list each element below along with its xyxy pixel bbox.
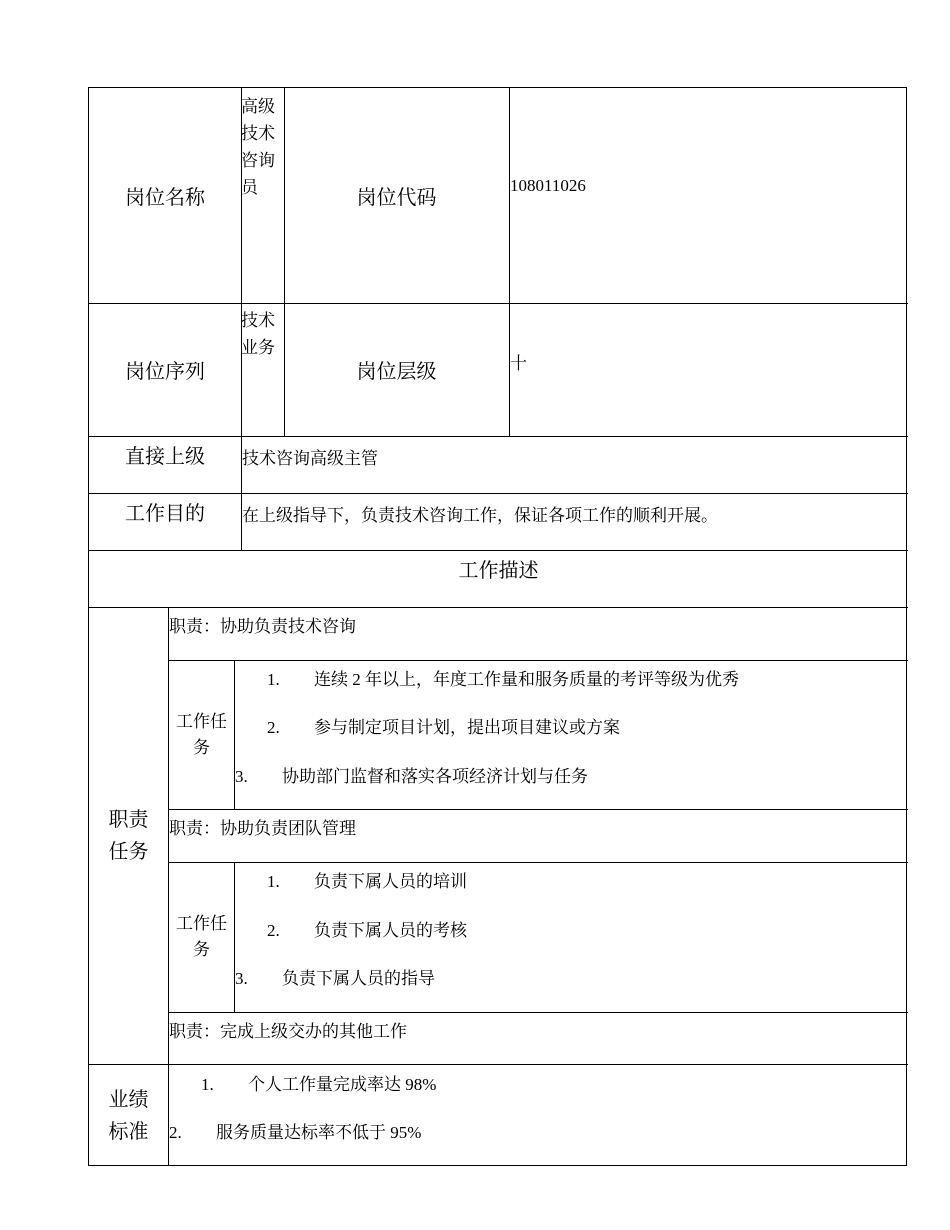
task-item: 3. 负责下属人员的指导 [235,969,435,988]
performance-item: 1. 个人工作量完成率达 98% [201,1075,437,1094]
superior-label: 直接上级 [125,445,205,468]
post-series-label: 岗位序列 [125,361,205,383]
task-item: 2. 参与制定项目计划，提出项目建议或方案 [267,718,620,737]
row-divider [89,1064,908,1065]
task-item: 2. 负责下属人员的考核 [267,921,467,940]
task-label: 工作任务 [176,711,227,757]
purpose-value: 在上级指导下，负责技术咨询工作，保证各项工作的顺利开展。 [242,506,718,525]
post-name-value: 高级技术咨询员 [241,97,275,197]
row-divider [168,1012,908,1013]
post-code-value: 108011026 [510,176,586,195]
superior-value: 技术咨询高级主管 [242,449,378,468]
post-level-value: 十 [510,354,527,373]
row-divider [168,809,908,810]
purpose-label: 工作目的 [125,502,205,525]
performance-label: 业绩标准 [108,1088,149,1143]
job-description-table [88,87,907,1166]
section-title: 工作描述 [458,559,539,582]
col-divider [234,862,235,1012]
post-level-label: 岗位层级 [356,361,437,383]
post-series-value: 技术业务 [241,311,275,357]
task-item: 1. 连续 2 年以上，年度工作量和服务质量的考评等级为优秀 [267,670,739,689]
duty-title: 职责：协助负责团队管理 [169,819,356,838]
duty-title: 职责：协助负责技术咨询 [169,617,356,636]
post-name-label: 岗位名称 [125,187,205,209]
task-label: 工作任务 [176,914,227,959]
task-item: 3. 协助部门监督和落实各项经济计划与任务 [235,767,588,786]
task-item: 1. 负责下属人员的培训 [267,872,467,891]
performance-item: 2. 服务质量达标率不低于 95% [169,1123,422,1142]
duties-label: 职责任务 [108,808,149,863]
row-divider [168,862,908,863]
col-divider [509,88,510,436]
row-divider [89,607,908,608]
row-divider [168,660,908,661]
duty-title: 职责：完成上级交办的其他工作 [169,1022,407,1041]
post-code-label: 岗位代码 [356,187,437,209]
